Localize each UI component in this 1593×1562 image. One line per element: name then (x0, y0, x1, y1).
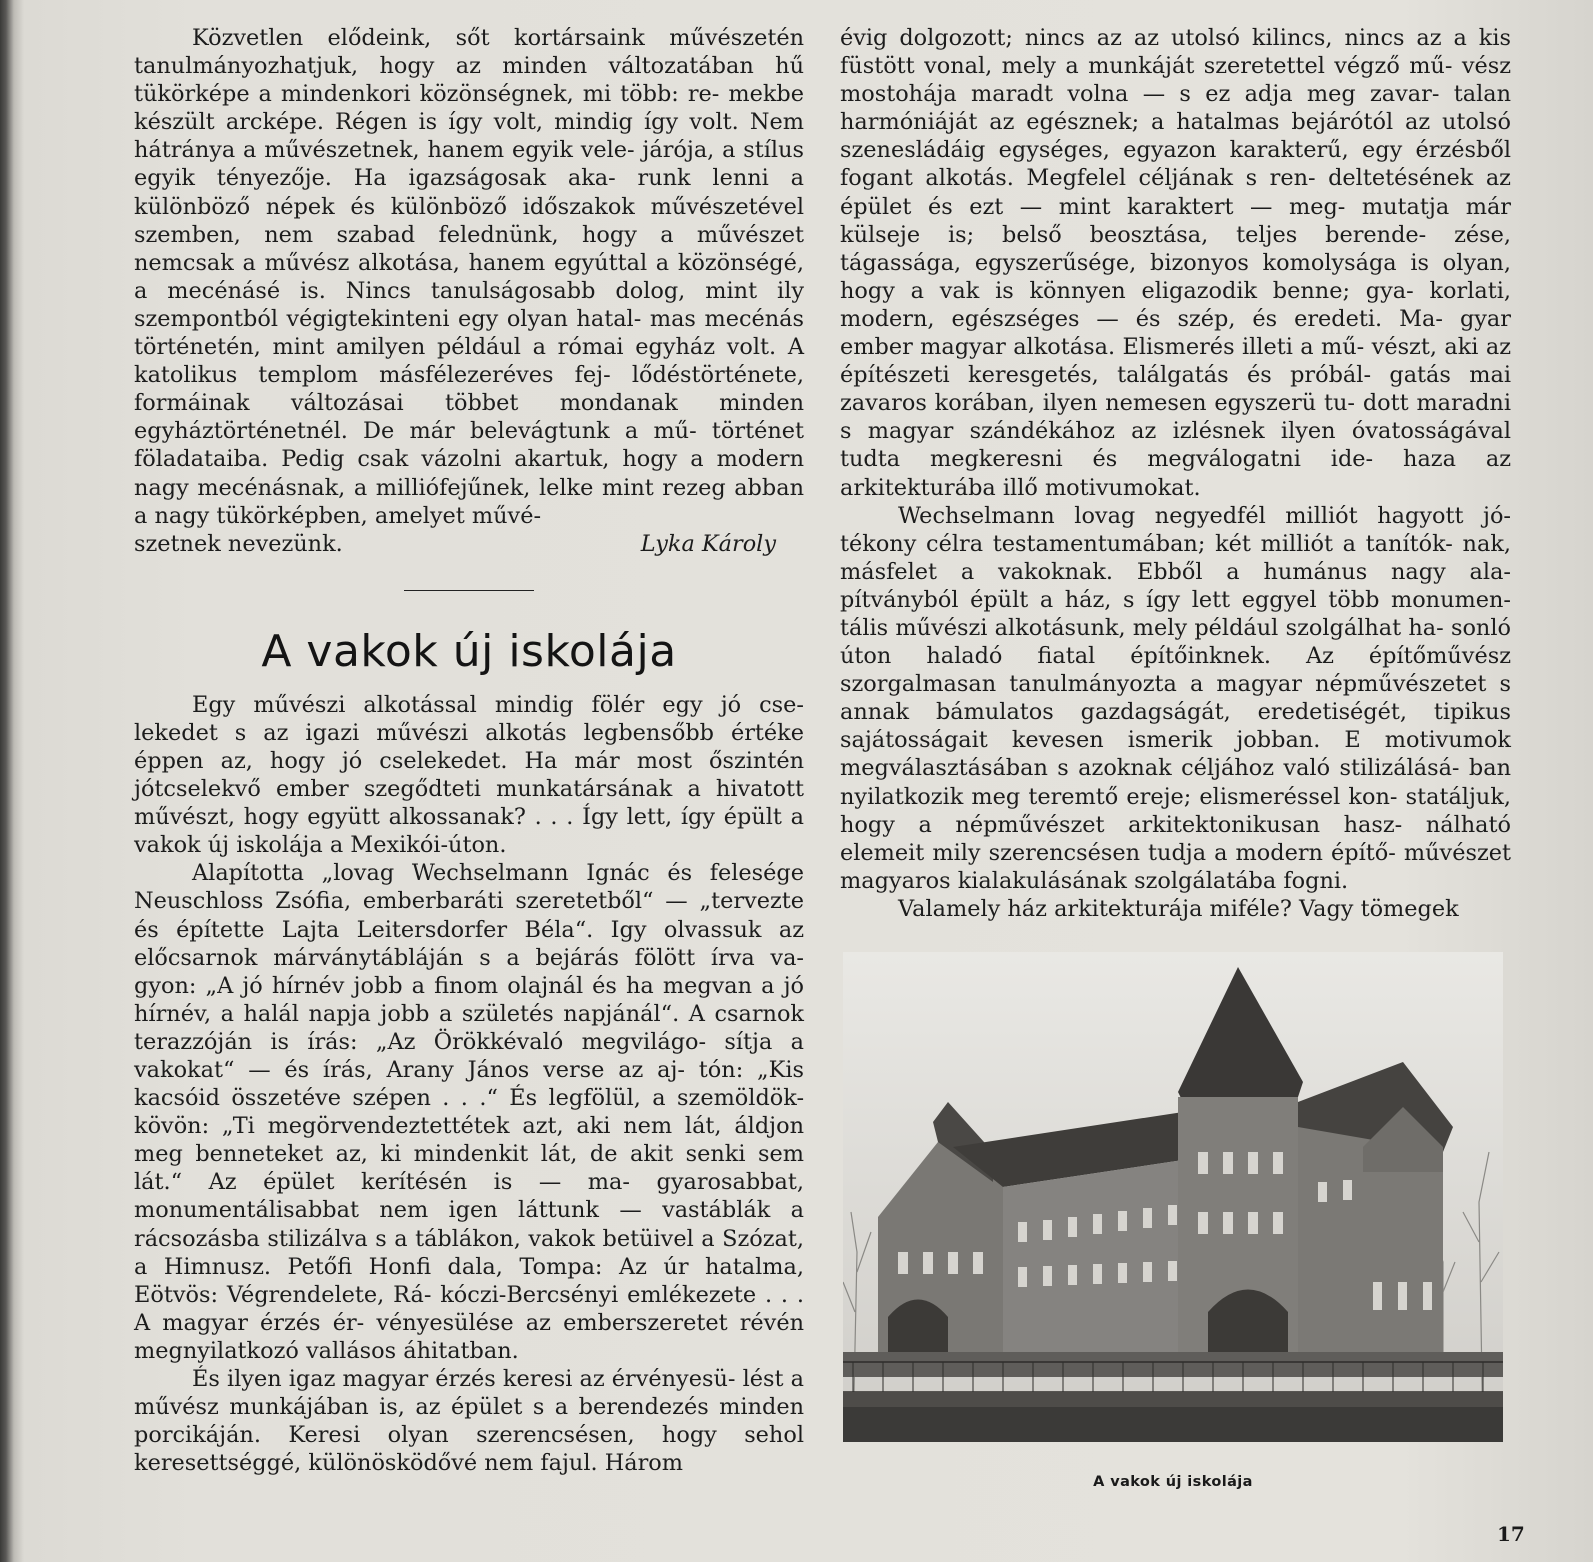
text-line: statáljuk, hogy a népművészet arkitektonikusan hasz- (840, 783, 1512, 838)
text-line: mint ily szempontból végigtekinteni egy olyan hatal- (134, 277, 805, 332)
text-line: a szemöldök-kövön: „Ti megörvendeztettétek azt, aki (134, 1085, 805, 1140)
text-line: gyar ember magyar alkotása. Elismerés illeti a mű- (840, 305, 1511, 361)
text-line: és építette Lajta Leitersdorfer Béla“. Igy olvassuk az (134, 916, 804, 943)
text-line: nálható elemeit mily szerencsésen tudja a modern építő- (840, 811, 1511, 866)
text-line: dott maradni s magyar szándékához az izlésnek ilyen (840, 390, 1511, 445)
signature-line-text: szetnek nevezünk. (134, 530, 343, 557)
text-line: minden egyháztörténetnél. De már belevágtunk a mű- (134, 390, 804, 445)
text-line: kóczi-Bercsényi emlékezete . . . A magyar érzés ér- (134, 1281, 804, 1336)
text-line: Alapította „lovag Wechselmann Ignác és felesége (192, 860, 804, 887)
text-line: vészt, aki az építészeti keresgetés, találgatás és próbál- (840, 334, 1512, 389)
text-line: tanulmányozhatjuk, hogy az minden változatában hű (134, 53, 804, 80)
text-line: sítja a vakokat“ — és írás, Arany János verse az aj- (134, 1028, 804, 1083)
text-line: lekedet s az igazi művészi alkotás legbensőbb értéke (134, 719, 804, 746)
right-column (840, 24, 1511, 923)
text-line: runk lenni a különböző népek és különböző időszakok (134, 165, 804, 220)
text-line: ban nyilatkozik meg teremtő ereje; elismeréssel kon- (840, 755, 1512, 810)
text-line: Egy művészi alkotással mindig fölér egy jó cse- (192, 691, 804, 718)
text-line: sonló úton haladó fiatal építőinknek. Az építőművész (840, 614, 1511, 670)
text-line: egyház volt. A katolikus templom másfélezeréves fej- (134, 334, 804, 389)
text-line: de akit senki sem lát.“ Az épület kerítésén is — ma- (134, 1141, 804, 1196)
text-line: szorgalmasan tanulmányozta a magyar népművészetet (840, 671, 1487, 698)
section-divider (404, 590, 534, 591)
text-line: a modern nagy mecénásnak, a milliófejűnek, lelke (134, 446, 804, 501)
building-illustration (843, 952, 1503, 1442)
text-line: mutatja már külseje is; belső beosztása, teljes berende- (840, 193, 1511, 248)
text-line: óvatosságával tudta megkeresni és megválogatni ide- (840, 418, 1511, 473)
signature-line (134, 530, 804, 558)
text-line: olyan, hogy a vak is könnyen eligazodik benne; gya- (840, 249, 1511, 304)
text-line: nem lát, áldjon meg benneteket az, ki mindenkit lát, (134, 1113, 805, 1168)
text-line: tékony célra testamentumában; két milliót a tanítók- (840, 530, 1453, 557)
text-line: egy érzésből fogant alkotás. Megfelel céljának s ren- (840, 137, 1511, 192)
left-column (134, 24, 804, 1477)
text-line: vastáblák a rácsozásba stilizálva s a táblákon, vakok (134, 1197, 804, 1252)
text-line: művészetével szemben, nem szabad felednünk, hogy a (134, 193, 804, 248)
text-line: minden porcikáján. Keresi olyan szerencsésen, hogy (134, 1394, 804, 1449)
text-line: jótcselekvő ember szegődteti munkatársának a hivatott (134, 776, 804, 803)
text-line: éppen az, hogy jó cselekedet. Ha már most őszintén (134, 747, 804, 774)
text-line: gatás mai zavaros korában, ilyen nemesen egyszerü tu- (840, 362, 1511, 417)
text-line: gyarosabbat, monumentálisabbat nem igen láttunk — (134, 1169, 804, 1224)
text-line: művészet nemcsak a művész alkotása, hanem egyúttal (134, 221, 804, 276)
text-line: mekbe készült arcképe. Régen is így volt, mindig így (134, 81, 804, 136)
page-number: 17 (1497, 1522, 1525, 1546)
text-line: a közönségé, a mecénásé is. Nincs tanulságosabb dolog, (134, 249, 805, 304)
text-line: nak, másfelet a vakoknak. Ebből a humánus nagy ala- (840, 530, 1512, 585)
text-line: Tompa: Az úr hatalma, Eötvös: Végrendelete, Rá- (134, 1253, 804, 1308)
photo-caption: A vakok új iskolája (1093, 1474, 1253, 1490)
text-line: pítványból épült a ház, s így lett eggyel több monumen- (840, 586, 1511, 613)
text-line: haza az arkitekturába illő motivumokat. (840, 446, 1511, 501)
text-line: deltetésének az épület és ezt — mint karaktert — meg- (840, 165, 1511, 220)
text-line: És ilyen igaz magyar érzés keresi az érvényesü- (192, 1366, 736, 1393)
text-line: történet föladataiba. Pedig csak vázolni akartuk, hogy (134, 418, 804, 473)
text-line: vallásos áhitatban. (306, 1337, 519, 1364)
text-line: művészt, hogy együtt alkossanak? . . . Így lett, így (134, 804, 716, 831)
article-headline: A vakok új iskolája (261, 625, 677, 677)
text-line: évig dolgozott; nincs az az utolsó kilincs, nincs az a kis (840, 25, 1511, 51)
school-building-photo (843, 952, 1503, 1442)
text-line: korlati, modern, egészséges — és szép, és eredeti. Ma- (840, 277, 1511, 332)
article-paragraph-2 (134, 859, 804, 1365)
author-name: Lyka Károly (640, 530, 776, 557)
text-line: tükörképe a mindenkori közönségnek, mi több: re- (134, 81, 720, 108)
article-paragraph-3 (134, 1365, 804, 1477)
text-line: a jó hírnév, a halál napja jobb a születés napjánál“. A (134, 972, 805, 1027)
text-line: s annak bámulatos gazdagságát, eredetiségét, tipikus (840, 671, 1511, 726)
intro-paragraph (134, 24, 804, 530)
text-line: tón: „Kis kacsóid összetéve szépen . . .“ És legfölül, (134, 1057, 805, 1112)
text-line: volt. Nem hátránya a művészetnek, hanem egyik vele- (134, 109, 805, 164)
text-line: az utolsó szenesládáig egységes, egyazon karakterű, (840, 109, 1511, 164)
text-line: épült a vakok új iskolája a Mexikói-úton. (134, 804, 804, 859)
text-line: mas mecénás történetén, mint amilyen például a római (134, 305, 804, 361)
text-line: talan harmóniáját az egésznek; a hatalmas bejárótól (840, 81, 1511, 136)
text-line: mint rezeg abban a nagy tükörképben, amelyet művé- (134, 474, 804, 529)
text-line: sajátosságait kevesen ismerik jobban. E motivumok (840, 727, 1511, 754)
text-line: járója, a stílus egyik tényezője. Ha igazságosak aka- (134, 137, 804, 192)
text-line: előcsarnok márványtábláján s a bejárás fölött írva va- (134, 944, 804, 971)
text-line: Neuschloss Zsófia, emberbaráti szeretetből“ — „tervezte (134, 888, 804, 915)
text-line: füstött vonal, mely a munkáját szeretettel végző mű- (840, 53, 1453, 80)
text-line: Valamely ház arkitekturája miféle? Vagy tömegek (898, 895, 1459, 922)
text-line: Wechselmann lovag negyedfél milliót hagyott jó- (898, 502, 1511, 529)
text-line: lést a művész munkájában is, az épület s a berendezés (134, 1366, 805, 1421)
text-line: Közvetlen elődeink, sőt kortársaink művészetén (192, 25, 804, 51)
text-line: művészet magyaros kialakulásának szolgálatába fogni. (840, 839, 1511, 894)
article-paragraph-6 (840, 895, 1511, 923)
text-line: csarnok terazzóján is írás: „Az Örökkévaló megvilágo- (134, 1000, 804, 1055)
article-paragraph-4 (840, 24, 1511, 502)
text-line: lődéstörténete, formáinak változásai többet mondanak (134, 362, 804, 417)
text-line: tális művészi alkotásunk, mely például szolgálhat ha- (840, 614, 1444, 641)
text-line: sehol keresettséggé, különösködővé nem fajul. Három (134, 1422, 804, 1477)
text-line: vész mostohája maradt volna — s ez adja meg zavar- (840, 53, 1512, 108)
text-line: zése, tágassága, egyszerűsége, bizonyos komolysága is (840, 221, 1511, 276)
article-paragraph-1 (134, 691, 804, 860)
text-line: gyon: „A jó hírnév jobb a finom olajnál és ha megvan (134, 972, 753, 999)
text-line: vényesülése az emberszeretet révén megnyilatkozó (134, 1309, 804, 1364)
text-line: megválasztásában s azoknak céljához való stilizálásá- (840, 755, 1460, 782)
text-line: betüivel a Szózat, a Himnusz. Petőfi Honfi dala, (134, 1225, 805, 1280)
article-paragraph-5 (840, 502, 1511, 895)
